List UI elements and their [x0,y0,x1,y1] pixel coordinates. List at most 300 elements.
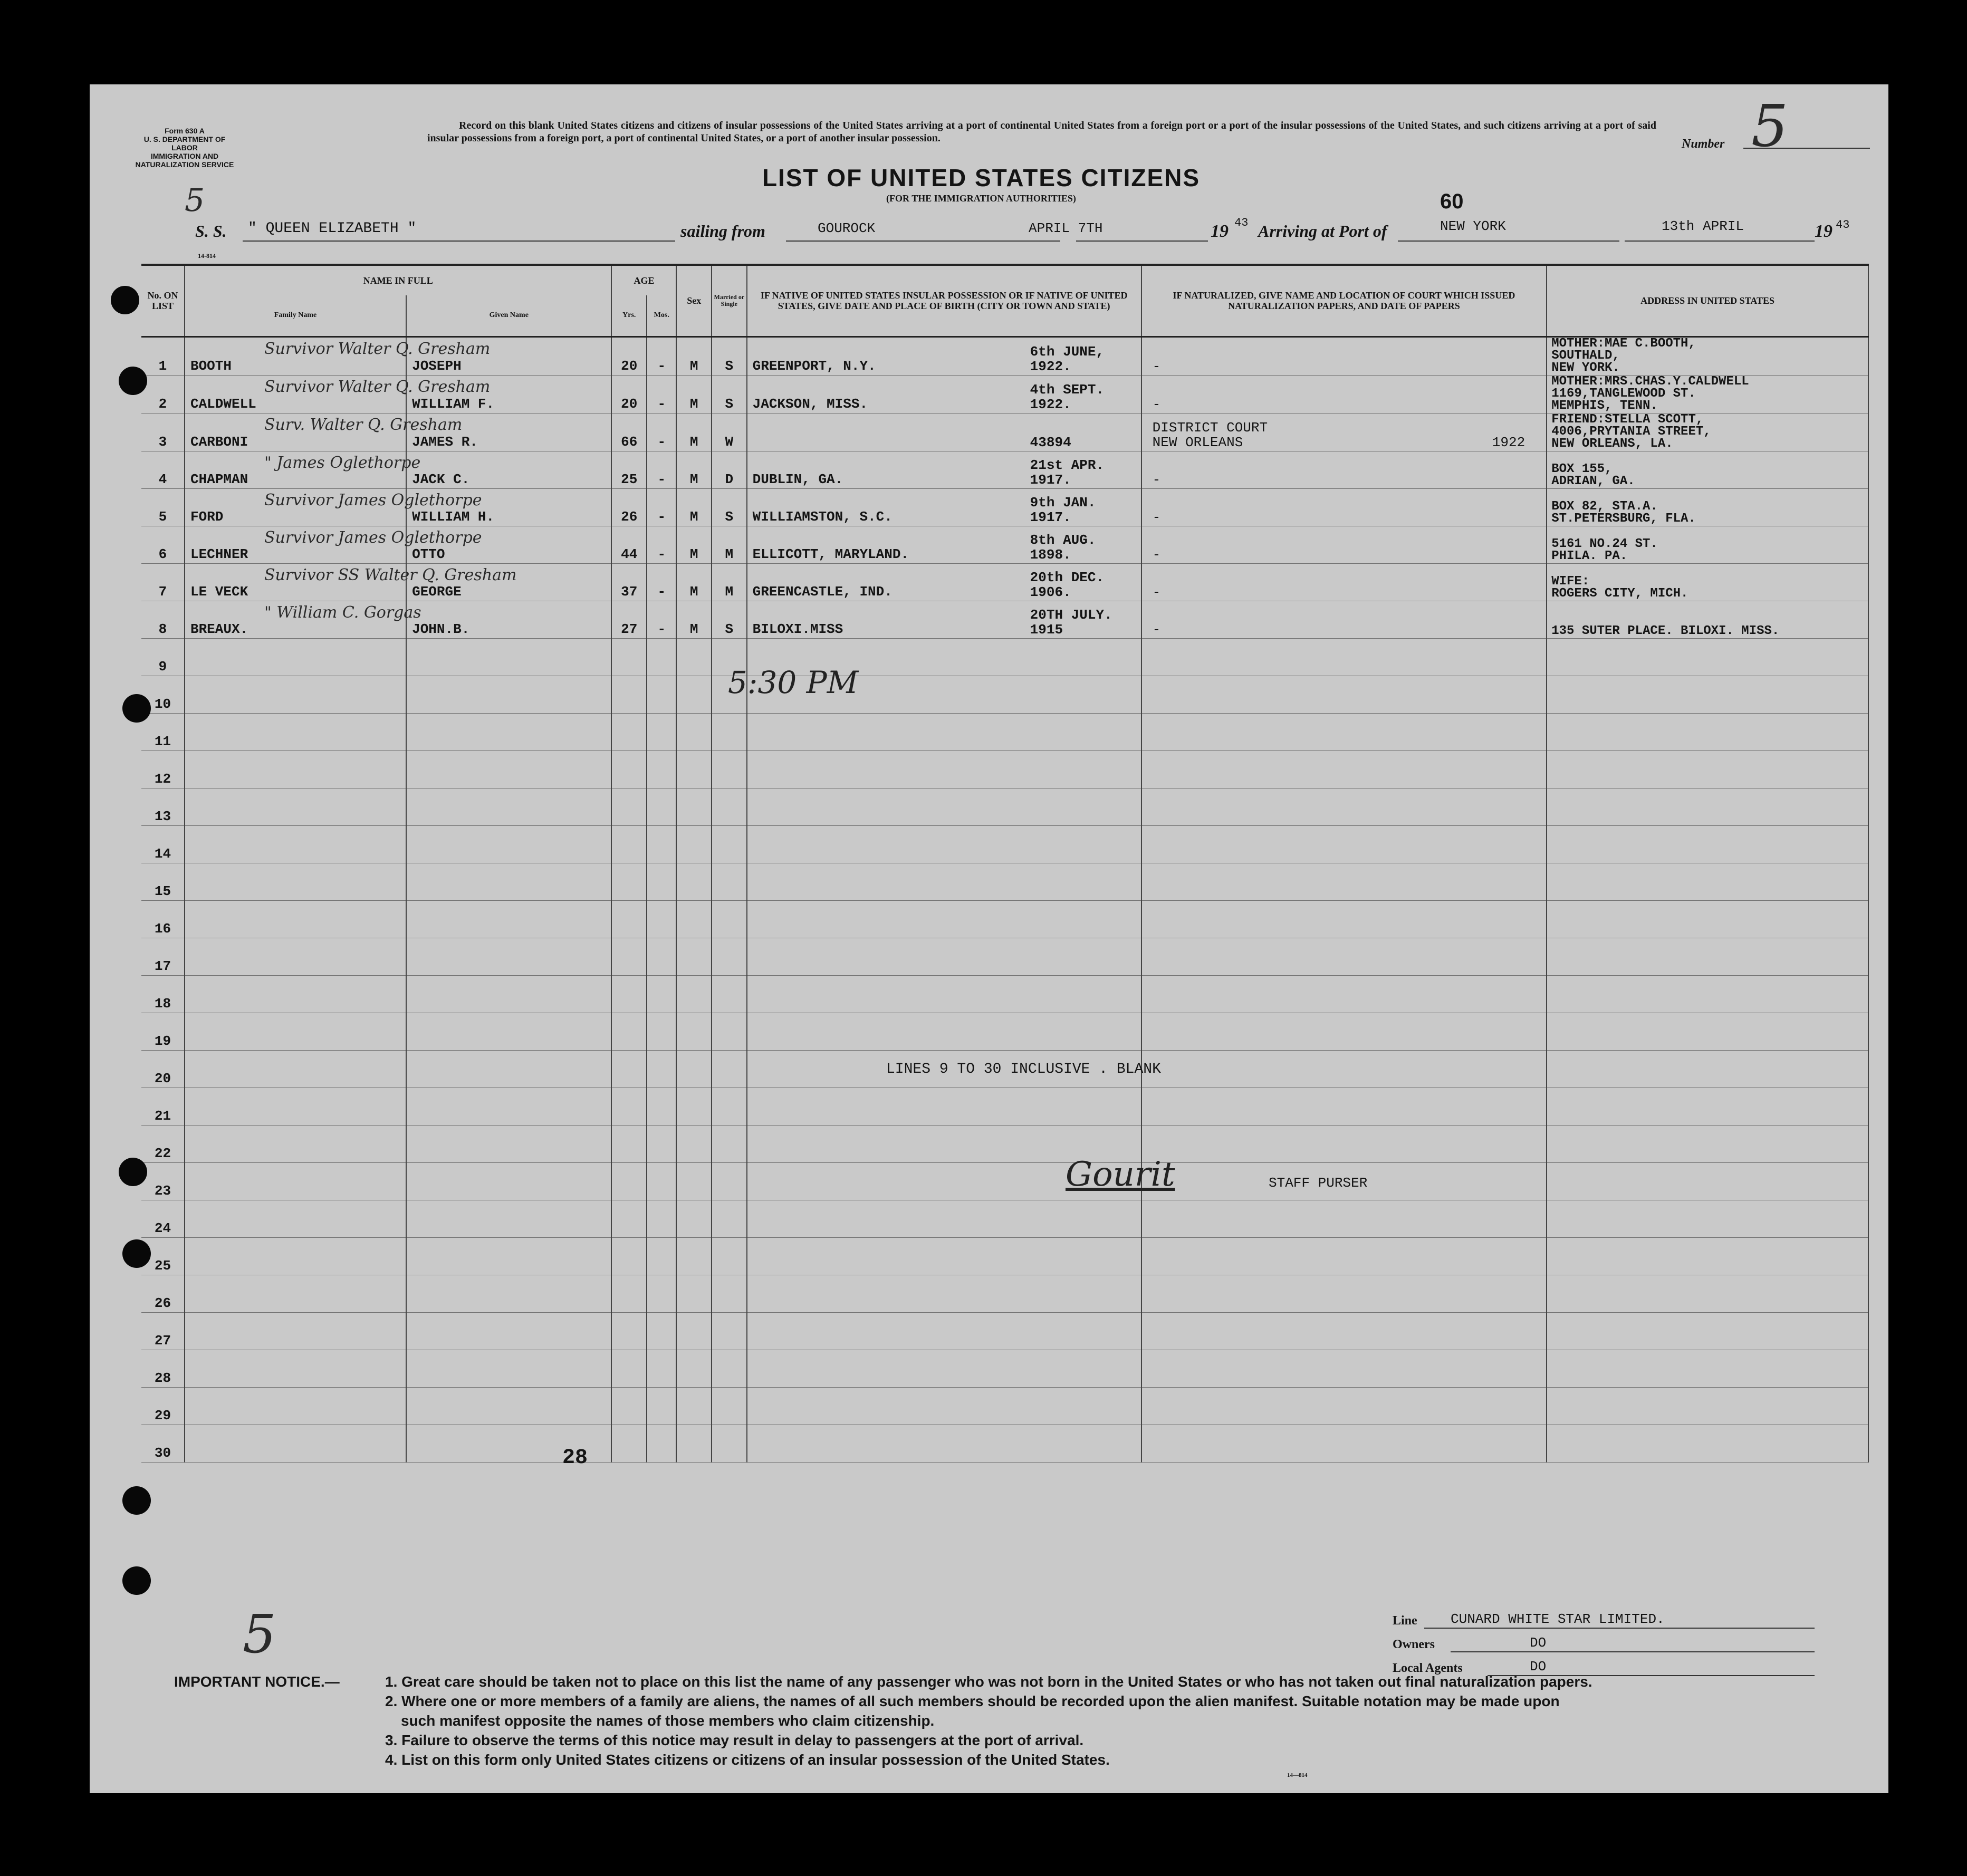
birth-place: BILOXI.MISS [752,621,843,637]
empty-cell [676,1162,712,1200]
empty-cell [676,1088,712,1125]
empty-cell [1547,1200,1868,1237]
row-number: 10 [141,676,185,713]
age-months: - [647,526,676,563]
row-number: 16 [141,900,185,938]
empty-cell [611,1200,647,1237]
empty-cell [1141,788,1547,825]
row-number: 23 [141,1162,185,1200]
age-years: 26 [611,488,647,526]
birth-date: 6th JUNE, 1922. [1030,343,1105,374]
sex: M [676,375,712,413]
empty-cell [185,1387,406,1425]
empty-cell [1141,676,1547,713]
blank-note: LINES 9 TO 30 INCLUSIVE . BLANK [886,1061,1161,1078]
arrival-date: 13th APRIL [1662,218,1744,234]
family-name: " William C. Gorgas BREAUX. [185,601,406,638]
inspector-time: 5:30 PM [728,665,859,700]
table-row [141,1350,1868,1387]
empty-cell [1547,1125,1868,1162]
empty-cell [647,1162,676,1200]
empty-cell [647,751,676,788]
passenger-table [141,264,1869,1463]
empty-cell [647,1200,676,1237]
age-months: - [647,563,676,601]
birth-date: 9th JAN. 1917. [1030,494,1096,525]
empty-cell [611,938,647,975]
table-row [141,1387,1868,1425]
empty-cell [712,1275,747,1312]
form-agency [132,127,237,169]
empty-cell [712,975,747,1013]
row-number: 9 [141,638,185,676]
empty-cell [1547,638,1868,676]
empty-cell [185,900,406,938]
marital-status: S [712,375,747,413]
survivor-note: " James Oglethorpe [264,453,421,472]
form-number: Form 630 A [165,127,205,135]
empty-cell [647,1013,676,1050]
empty-cell [1547,1275,1868,1312]
empty-cell [676,825,712,863]
col-name-in-full: NAME IN FULL [185,265,612,295]
empty-cell [1547,938,1868,975]
row-number: 30 [141,1425,185,1462]
from-port: GOUROCK [818,220,876,236]
table-row [141,1125,1868,1162]
empty-cell [676,1125,712,1162]
empty-cell [747,1237,1141,1275]
naturalization [1141,375,1547,413]
naturalization [1141,563,1547,601]
empty-cell [611,713,647,751]
empty-cell [747,751,1141,788]
age-months: - [647,601,676,638]
birth-place: JACKSON, MISS. [752,396,868,412]
empty-cell [1141,1275,1547,1312]
agents-value: DO [1530,1659,1547,1675]
empty-cell [185,1088,406,1125]
empty-cell [647,1387,676,1425]
empty-cell [647,676,676,713]
court-name: - [1152,472,1161,488]
line-rule [1424,1628,1815,1629]
passenger-count: 28 [562,1446,588,1470]
empty-cell [406,1312,611,1350]
birth-info [747,451,1141,488]
notice-item-2: 2. Where one or more members of a family are aliens, the names of all such members should be recorded upon the alien manifest. Suitable notation may be made upon [385,1693,1560,1709]
naturalization [1141,526,1547,563]
empty-cell [712,863,747,900]
empty-cell [1141,1088,1547,1125]
empty-cell [406,638,611,676]
empty-cell [406,1237,611,1275]
notice-item-1: 1. Great care should be taken not to place on this list the name of any passenger who was not born in the United States or who has not taken out final naturalization papers. [385,1673,1592,1690]
empty-cell [611,788,647,825]
table-row [141,825,1868,863]
sex: M [676,601,712,638]
page-code: 14-814 [198,252,216,259]
empty-cell [185,938,406,975]
empty-cell [676,1350,712,1387]
birth-place: WILLIAMSTON, S.C. [752,508,893,525]
punch-hole [119,367,147,395]
given-name: WILLIAM H. [406,488,611,526]
table-row [141,713,1868,751]
birth-date: 20th DEC. 1906. [1030,569,1105,600]
empty-cell [1547,1237,1868,1275]
marital-status: S [712,601,747,638]
age-years: 25 [611,451,647,488]
row-number: 5 [141,488,185,526]
arrival-year: 43 [1836,218,1850,232]
punch-hole [119,1158,147,1186]
us-address: BOX 155, ADRIAN, GA. [1547,451,1868,488]
empty-cell [185,713,406,751]
ss-label: S. S. [195,222,227,240]
purser-signature: Gourit [1066,1155,1175,1194]
empty-cell [1141,938,1547,975]
empty-cell [676,1013,712,1050]
court-name: - [1152,396,1161,412]
empty-cell [611,1237,647,1275]
empty-cell [712,825,747,863]
row-number: 26 [141,1275,185,1312]
birth-place: DUBLIN, GA. [752,471,843,487]
empty-cell [185,1350,406,1387]
empty-cell [1141,1200,1547,1237]
empty-cell [185,975,406,1013]
depart-year-label: 19 [1211,222,1229,241]
empty-cell [712,1162,747,1200]
empty-cell [647,863,676,900]
punch-hole [111,286,139,314]
empty-cell [611,751,647,788]
empty-cell [185,1312,406,1350]
sex: M [676,563,712,601]
court-name: - [1152,546,1161,563]
empty-cell [1141,1312,1547,1350]
empty-cell [647,1425,676,1462]
empty-cell [406,713,611,751]
table-row [141,638,1868,676]
empty-cell [611,1088,647,1125]
notice-item-3: 3. Failure to observe the terms of this notice may result in delay to passengers at the port of arrival. [385,1732,1084,1748]
table-row [141,488,1868,526]
table-row [141,1162,1868,1200]
empty-cell [676,1275,712,1312]
depart-date: APRIL 7TH [1029,220,1103,236]
age-years: 66 [611,413,647,451]
us-address: 135 SUTER PLACE. BILOXI. MISS. [1547,601,1868,638]
birth-date: 8th AUG. 1898. [1030,532,1096,563]
court-name: - [1152,584,1161,600]
number-line [1743,148,1870,149]
empty-cell [676,1425,712,1462]
empty-cell [1547,676,1868,713]
empty-cell [1547,825,1868,863]
empty-cell [406,788,611,825]
empty-cell [712,1387,747,1425]
us-address: BOX 82, STA.A. ST.PETERSBURG, FLA. [1547,488,1868,526]
us-address: MOTHER:MAE C.BOOTH, SOUTHALD, NEW YORK. [1547,336,1868,375]
empty-cell [712,1088,747,1125]
punch-hole [122,1566,151,1595]
empty-cell [185,825,406,863]
empty-cell [611,1050,647,1088]
court-name: DISTRICT COURT [1152,419,1268,436]
age-months: - [647,451,676,488]
empty-cell [747,938,1141,975]
empty-cell [185,1013,406,1050]
court-name: - [1152,358,1161,374]
birth-info [747,336,1141,375]
empty-cell [747,863,1141,900]
empty-cell [676,1200,712,1237]
row-number: 22 [141,1125,185,1162]
row-number: 25 [141,1237,185,1275]
family-name: Survivor James Oglethorpe FORD [185,488,406,526]
empty-cell [406,975,611,1013]
row-number: 2 [141,375,185,413]
birth-info [747,563,1141,601]
empty-cell [611,1013,647,1050]
empty-cell [712,751,747,788]
form-service-1: IMMIGRATION AND [150,152,219,160]
empty-cell [676,751,712,788]
empty-cell [406,1088,611,1125]
given-name: JACK C. [406,451,611,488]
given-name: JAMES R. [406,413,611,451]
empty-cell [647,788,676,825]
row-number: 20 [141,1050,185,1088]
family-name: " James Oglethorpe CHAPMAN [185,451,406,488]
empty-cell [747,713,1141,751]
empty-cell [611,975,647,1013]
empty-cell [676,1387,712,1425]
empty-cell [1141,863,1547,900]
col-birth: IF NATIVE OF UNITED STATES INSULAR POSSESSION OR IF NATIVE OF UNITED STATES, GIVE DATE AND PLACE OF BIRTH (CITY OR TOWN AND STATE) [747,265,1141,336]
empty-cell [747,1425,1141,1462]
form-code: 14—814 [1287,1772,1308,1778]
naturalization [1141,488,1547,526]
empty-cell [1547,900,1868,938]
family-name: Survivor Walter Q. Gresham BOOTH [185,336,406,375]
empty-cell [406,863,611,900]
empty-cell [747,975,1141,1013]
form-dept: U. S. DEPARTMENT OF LABOR [143,135,226,152]
row-number: 4 [141,451,185,488]
punch-hole [122,694,151,723]
row-number: 12 [141,751,185,788]
col-age: AGE [611,265,676,295]
family-name: Surv. Walter Q. Gresham CARBONI [185,413,406,451]
empty-cell [747,788,1141,825]
ship-line [243,240,675,242]
table-row [141,1200,1868,1237]
row-number: 7 [141,563,185,601]
given-name: JOSEPH [406,336,611,375]
survivor-note: " William C. Gorgas [264,603,421,622]
birth-info [747,375,1141,413]
sex: M [676,451,712,488]
empty-cell [1141,1050,1547,1088]
age-months: - [647,336,676,375]
empty-cell [647,1350,676,1387]
col-no: No. ON LIST [147,290,178,312]
sex: M [676,488,712,526]
date-line [1076,240,1208,242]
manifest-sheet [90,84,1888,1793]
birth-info [747,526,1141,563]
survivor-note: Survivor Walter Q. Gresham [264,339,491,358]
empty-cell [647,975,676,1013]
survivor-note: Survivor SS Walter Q. Gresham [264,565,517,584]
empty-cell [712,1200,747,1237]
form-service-2: NATURALIZATION SERVICE [135,160,234,169]
birth-date: 21st APR. 1917. [1030,457,1105,488]
empty-cell [611,825,647,863]
empty-cell [747,1088,1141,1125]
empty-cell [1141,1125,1547,1162]
empty-cell [747,1312,1141,1350]
notice-title: IMPORTANT NOTICE.— [174,1673,340,1690]
age-years: 37 [611,563,647,601]
empty-cell [1547,975,1868,1013]
empty-cell [647,825,676,863]
age-months: - [647,488,676,526]
row-number: 28 [141,1350,185,1387]
row-number: 17 [141,938,185,975]
empty-cell [647,1050,676,1088]
survivor-note: Survivor Walter Q. Gresham [264,377,491,396]
empty-cell [1547,1013,1868,1050]
sex: M [676,526,712,563]
empty-cell [611,1125,647,1162]
table-row [141,336,1868,375]
empty-cell [1141,751,1547,788]
table-row [141,563,1868,601]
col-address: ADDRESS IN UNITED STATES [1547,265,1868,336]
empty-cell [185,1275,406,1312]
empty-cell [1547,863,1868,900]
punch-hole [122,1239,151,1268]
marital-status: S [712,488,747,526]
table-row [141,1088,1868,1125]
line-value: CUNARD WHITE STAR LIMITED. [1451,1611,1665,1627]
empty-cell [185,1125,406,1162]
empty-cell [712,1312,747,1350]
age-years: 44 [611,526,647,563]
row-number: 3 [141,413,185,451]
col-sex: Sex [676,265,712,336]
sheet-count: 60 [1440,190,1464,213]
table-row [141,900,1868,938]
empty-cell [747,1200,1141,1237]
empty-cell [406,676,611,713]
survivor-note: Surv. Walter Q. Gresham [264,415,463,434]
birth-info [747,601,1141,638]
punch-hole [122,1486,151,1515]
age-months: - [647,413,676,451]
row-number: 14 [141,825,185,863]
table-row [141,863,1868,900]
empty-cell [712,1125,747,1162]
empty-cell [647,1312,676,1350]
birth-place: ELLICOTT, MARYLAND. [752,546,909,562]
table-row [141,1237,1868,1275]
owners-value: DO [1530,1635,1547,1651]
col-given-name: Given Name [406,295,611,336]
empty-cell [406,1050,611,1088]
given-name: OTTO [406,526,611,563]
empty-cell [185,1237,406,1275]
table-row [141,1275,1868,1312]
empty-cell [747,1013,1141,1050]
number-value: 5 [1751,92,1788,160]
us-address: FRIEND:STELLA SCOTT, 4006,PRYTANIA STREET, NEW ORLEANS, LA. [1547,413,1868,451]
empty-cell [647,900,676,938]
arriving-label: Arriving at Port of [1258,222,1387,240]
empty-cell [406,1162,611,1200]
us-address: MOTHER:MRS.CHAS.Y.CALDWELL 1169,TANGLEWOOD ST. MEMPHIS, TENN. [1547,375,1868,413]
row-number: 8 [141,601,185,638]
birth-info [747,488,1141,526]
empty-cell [676,1237,712,1275]
empty-cell [185,788,406,825]
purser-title: STAFF PURSER [1269,1175,1368,1191]
agents-label: Local Agents [1393,1661,1463,1675]
table-row [141,676,1868,713]
page-title: LIST OF UNITED STATES CITIZENS [762,164,1201,191]
arrival-port-line [1398,240,1619,242]
empty-cell [611,900,647,938]
empty-cell [647,1125,676,1162]
birth-date: 20TH JULY. 1915 [1030,607,1112,638]
birth-info [747,413,1141,451]
row-number: 13 [141,788,185,825]
birth-place: GREENPORT, N.Y. [752,358,876,374]
birth-date: 43894 [1030,434,1071,450]
arrival-year-label: 19 [1815,222,1832,241]
empty-cell [712,788,747,825]
empty-cell [712,1350,747,1387]
naturalization [1141,413,1547,451]
empty-cell [406,900,611,938]
empty-cell [647,1088,676,1125]
naturalization [1141,451,1547,488]
table-row [141,526,1868,563]
given-name: WILLIAM F. [406,375,611,413]
empty-cell [406,938,611,975]
family-name: Survivor Walter Q. Gresham CALDWELL [185,375,406,413]
empty-cell [747,1350,1141,1387]
family-name: Survivor SS Walter Q. Gresham LE VECK [185,563,406,601]
empty-cell [185,1425,406,1462]
empty-cell [185,1050,406,1088]
empty-cell [712,938,747,975]
table-row [141,601,1868,638]
empty-cell [406,1275,611,1312]
empty-cell [611,676,647,713]
empty-cell [1141,638,1547,676]
notice-list [385,1672,1857,1769]
col-family-name: Family Name [185,295,406,336]
row-number: 24 [141,1200,185,1237]
passenger-rows [141,336,1868,638]
table-row [141,1013,1868,1050]
empty-cell [406,1013,611,1050]
